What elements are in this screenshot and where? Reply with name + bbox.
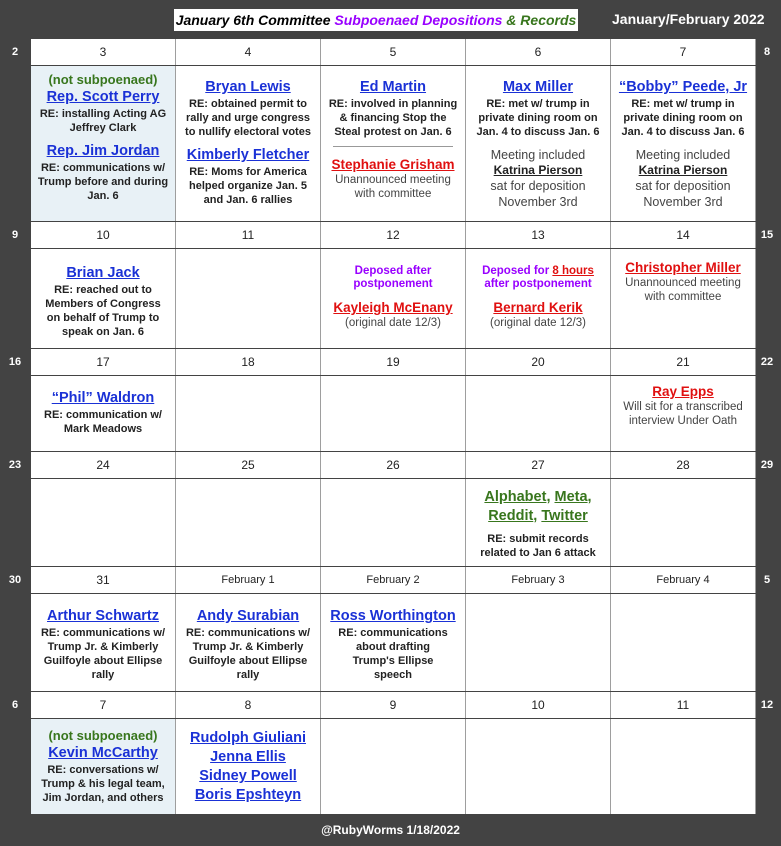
sunday-date: 9	[11, 229, 19, 241]
company-list: Alphabet, Meta,	[484, 489, 592, 505]
footer-credit: @RubyWorms 1/18/2022	[321, 823, 460, 837]
cell-row	[0, 719, 781, 814]
day-number: 19	[321, 349, 466, 375]
person-link[interactable]: Jenna Ellis	[210, 749, 286, 765]
description: RE: conversations w/ Trump & his legal team, Jim Jordan, and others	[41, 764, 165, 804]
title-highlight-records: & Records	[502, 12, 577, 28]
day-cell	[31, 249, 176, 348]
person-link[interactable]: Kimberly Fletcher	[186, 147, 310, 163]
description: (original date 12/3)	[345, 317, 441, 329]
meeting-note: Meeting included	[635, 148, 731, 162]
week-row	[0, 692, 781, 814]
title-text: January 6th Committee	[175, 12, 335, 28]
saturday-date: 22	[760, 356, 774, 368]
week-row	[0, 452, 781, 566]
company-link-meta[interactable]: Meta	[554, 489, 588, 505]
day-cell	[611, 66, 756, 221]
person-link[interactable]: Ed Martin	[359, 79, 427, 95]
description: RE: communications w/ Trump Jr. & Kimberly Guilfoyle about Ellipse rally	[185, 627, 311, 681]
sunday-date: 23	[8, 459, 22, 471]
deposition-note: sat for deposition	[490, 179, 586, 193]
person-name: Katrina Pierson	[493, 163, 583, 177]
day-cell	[321, 479, 466, 566]
company-list: Reddit, Twitter	[488, 508, 588, 524]
person-link[interactable]: Andy Surabian	[196, 608, 300, 624]
day-number: 5	[321, 39, 466, 65]
day-cell	[466, 479, 611, 566]
description: RE: involved in planning & financing Stop the Steal protest on Jan. 6	[328, 98, 458, 138]
day-number: 31	[31, 567, 176, 593]
day-number: 6	[466, 39, 611, 65]
month-label: January/February 2022	[612, 11, 765, 27]
day-number: 7	[611, 39, 756, 65]
meeting-note: Meeting included	[490, 148, 586, 162]
date-row	[0, 349, 781, 375]
page-title	[174, 9, 578, 31]
day-cell	[611, 719, 756, 814]
person-link[interactable]: Ray Epps	[652, 384, 714, 399]
company-link-reddit[interactable]: Reddit	[488, 508, 534, 524]
person-link[interactable]: Arthur Schwartz	[47, 608, 159, 624]
day-cell	[611, 249, 756, 348]
day-cell	[466, 66, 611, 221]
divider	[333, 146, 453, 147]
day-number: 12	[321, 222, 466, 248]
description: Will sit for a transcribed interview Under Oath	[623, 401, 743, 427]
description: Unannounced meeting with committee	[625, 277, 741, 303]
person-link[interactable]: Kayleigh McEnany	[333, 300, 453, 315]
day-cell	[176, 594, 321, 691]
day-number: 25	[176, 452, 321, 478]
week-row	[0, 39, 781, 221]
week-row	[0, 349, 781, 451]
day-number: 9	[321, 692, 466, 718]
day-number: 27	[466, 452, 611, 478]
day-cell	[31, 66, 176, 221]
day-cell	[466, 376, 611, 451]
company-link-alphabet[interactable]: Alphabet	[484, 489, 547, 505]
person-link[interactable]: Brian Jack	[66, 265, 140, 281]
day-cell	[176, 376, 321, 451]
week-row	[0, 567, 781, 691]
person-link[interactable]: Bernard Kerik	[493, 300, 583, 315]
description: RE: communications about drafting Trump's Ellipse speech	[338, 627, 448, 681]
day-number: 14	[611, 222, 756, 248]
calendar-header	[0, 0, 781, 39]
person-link[interactable]: Sidney Powell	[199, 768, 297, 784]
sunday-date: 30	[8, 574, 22, 586]
day-number: 11	[176, 222, 321, 248]
description: RE: communication w/ Mark Meadows	[44, 409, 162, 435]
person-link[interactable]: Rep. Scott Perry	[46, 89, 160, 105]
day-number: February 3	[466, 567, 611, 593]
cell-row	[0, 594, 781, 691]
person-link[interactable]: “Phil” Waldron	[51, 390, 155, 406]
duration-highlight: 8 hours	[552, 265, 594, 277]
day-number: 26	[321, 452, 466, 478]
person-link[interactable]: Ross Worthington	[330, 608, 456, 624]
person-link[interactable]: Christopher Miller	[625, 260, 741, 275]
day-number: 17	[31, 349, 176, 375]
person-link[interactable]: “Bobby” Peede, Jr	[618, 79, 748, 95]
person-link[interactable]: Rudolph Giuliani	[190, 730, 306, 746]
day-number: 20	[466, 349, 611, 375]
description: RE: communications w/ Trump before and during Jan. 6	[37, 162, 169, 202]
person-name: Katrina Pierson	[638, 163, 728, 177]
day-cell	[176, 66, 321, 221]
description: RE: reached out to Members of Congress on behalf of Trump to speak on Jan. 6	[45, 284, 161, 338]
day-cell	[31, 479, 176, 566]
day-cell	[611, 594, 756, 691]
day-cell	[176, 719, 321, 814]
person-link[interactable]: Bryan Lewis	[205, 79, 291, 95]
description: RE: submit records related to Jan 6 attack	[480, 533, 596, 559]
description: Unannounced meeting with committee	[335, 174, 451, 200]
date-row	[0, 567, 781, 593]
week-row	[0, 222, 781, 348]
day-cell	[321, 66, 466, 221]
person-link[interactable]: Boris Epshteyn	[194, 787, 302, 803]
person-link[interactable]: Stephanie Grisham	[331, 157, 455, 172]
saturday-date: 15	[760, 229, 774, 241]
description: RE: installing Acting AG Jeffrey Clark	[39, 108, 167, 134]
date-row	[0, 222, 781, 248]
saturday-date: 5	[763, 574, 771, 586]
deposition-status: Deposed for 8 hours after postponement	[482, 265, 594, 290]
day-number: 21	[611, 349, 756, 375]
not-subpoenaed-note: (not subpoenaed)	[48, 728, 158, 743]
day-cell	[321, 249, 466, 348]
day-cell	[321, 719, 466, 814]
sunday-date: 6	[11, 699, 19, 711]
day-number: 10	[466, 692, 611, 718]
saturday-date: 29	[760, 459, 774, 471]
day-number: 10	[31, 222, 176, 248]
date-row	[0, 692, 781, 718]
cell-row	[0, 249, 781, 348]
day-number: February 1	[176, 567, 321, 593]
day-cell	[466, 594, 611, 691]
cell-row	[0, 66, 781, 221]
day-number: 3	[31, 39, 176, 65]
description: RE: Moms for America helped organize Jan. 5 and Jan. 6 rallies	[189, 166, 307, 206]
saturday-date: 12	[760, 699, 774, 711]
description: RE: met w/ trump in private dining room on Jan. 4 to discuss Jan. 6	[621, 98, 745, 138]
day-cell	[466, 719, 611, 814]
description: RE: communications w/ Trump Jr. & Kimberly Guilfoyle about Ellipse rally	[40, 627, 166, 681]
person-link[interactable]: Rep. Jim Jordan	[46, 143, 160, 159]
date-row	[0, 39, 781, 65]
day-number: 11	[611, 692, 756, 718]
title-highlight-depositions: Subpoenaed Depositions	[334, 12, 503, 28]
day-cell	[321, 376, 466, 451]
day-number: 7	[31, 692, 176, 718]
day-number: 8	[176, 692, 321, 718]
day-cell	[31, 594, 176, 691]
day-cell	[176, 479, 321, 566]
day-cell	[611, 376, 756, 451]
person-link[interactable]: Max Miller	[502, 79, 574, 95]
cell-row	[0, 479, 781, 566]
day-cell	[321, 594, 466, 691]
deposition-note: sat for deposition	[635, 179, 731, 193]
day-cell	[31, 719, 176, 814]
day-number: 24	[31, 452, 176, 478]
day-number: 18	[176, 349, 321, 375]
deposition-status: Deposed after postponement	[353, 265, 433, 290]
deposition-date: November 3rd	[498, 195, 578, 209]
description: RE: met w/ trump in private dining room on Jan. 4 to discuss Jan. 6	[476, 98, 600, 138]
deposition-date: November 3rd	[643, 195, 723, 209]
description: (original date 12/3)	[490, 317, 586, 329]
description: RE: obtained permit to rally and urge congress to nullify electoral votes	[185, 98, 311, 138]
sunday-date: 16	[8, 356, 22, 368]
day-cell	[31, 376, 176, 451]
day-number: 4	[176, 39, 321, 65]
day-number: February 2	[321, 567, 466, 593]
day-cell	[611, 479, 756, 566]
day-cell	[176, 249, 321, 348]
day-number: 28	[611, 452, 756, 478]
person-link[interactable]: Kevin McCarthy	[48, 745, 158, 761]
day-cell	[466, 249, 611, 348]
not-subpoenaed-note: (not subpoenaed)	[48, 72, 158, 87]
date-row	[0, 452, 781, 478]
saturday-date: 8	[763, 46, 771, 58]
day-number: 13	[466, 222, 611, 248]
cell-row	[0, 376, 781, 451]
sunday-date: 2	[11, 46, 19, 58]
company-link-twitter[interactable]: Twitter	[541, 508, 588, 524]
day-number: February 4	[611, 567, 756, 593]
